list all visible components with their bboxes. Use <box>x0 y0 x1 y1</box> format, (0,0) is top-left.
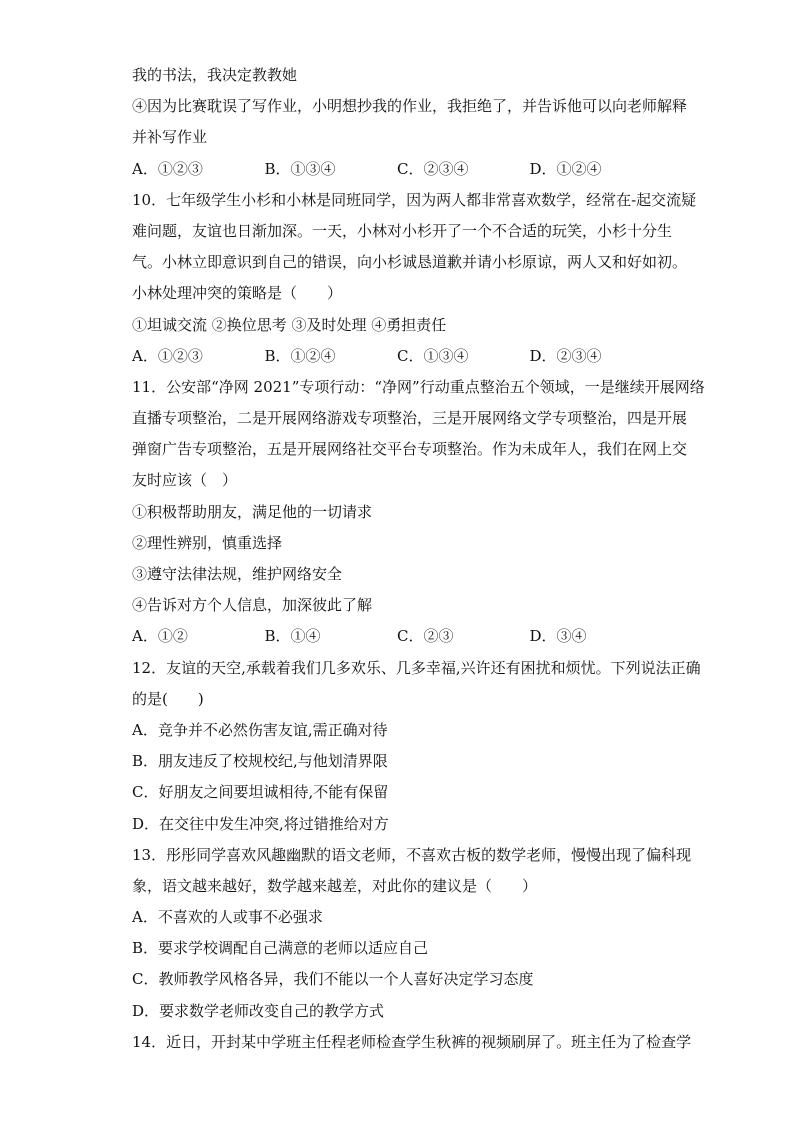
text-line: 小林处理冲突的策略是（ ） <box>132 284 343 303</box>
option-a: A．①②③ <box>132 159 203 178</box>
text-line: 10．七年级学生小杉和小林是同班同学，因为两人都非常喜欢数学，经常在-起交流疑 <box>132 190 697 209</box>
option-a: A．①②③ <box>132 346 203 365</box>
answer-options <box>132 154 662 185</box>
text-line: 友时应该（ ） <box>132 471 238 490</box>
option-a: A．不喜欢的人或事不必强求 <box>132 908 323 927</box>
text-line: ①积极帮助朋友，满足他的一切请求 <box>132 502 373 521</box>
question-12 <box>132 653 701 840</box>
text-line: 11．公安部“净网 2021”专项行动：“净网”行动重点整治五个领域，一是继续开展网络 <box>132 377 705 396</box>
text-line: ①坦诚交流 ②换位思考 ③及时处理 ④勇担责任 <box>132 315 447 334</box>
text-line: 直播专项整治，二是开展网络游戏专项整治，三是开展网络文学专项整治，四是开展 <box>132 409 688 428</box>
option-a: A．①② <box>132 627 188 646</box>
text-line: 并补写作业 <box>132 128 208 147</box>
text-line: 象，语文越来越好，数学越来越差，对此你的建议是（ ） <box>132 876 538 895</box>
text-line: 气。小林立即意识到自己的错误，向小杉诚恳道歉并请小杉原谅，两人又和好如初。 <box>132 253 688 272</box>
text-line: 14．近日，开封某中学班主任程老师检查学生秋裤的视频刷屏了。班主任为了检查学 <box>132 1032 692 1051</box>
text-line: ②理性辨别，慎重选择 <box>132 533 283 552</box>
option-b: B．要求学校调配自己满意的老师以适应自己 <box>132 939 429 958</box>
option-b: B．①②④ <box>264 346 336 365</box>
option-d: D．①②④ <box>529 159 602 178</box>
option-b: B．①③④ <box>264 159 336 178</box>
text-line: 13．彤彤同学喜欢风趣幽默的语文老师，不喜欢古板的数学老师，慢慢出现了偏科现 <box>132 845 692 864</box>
option-b: B．朋友违反了校规校纪,与他划清界限 <box>132 752 388 771</box>
text-line: 弹窗广告专项整治，五是开展网络社交平台专项整治。作为未成年人，我们在网上交 <box>132 440 688 459</box>
option-c: C．教师教学风格各异，我们不能以一个人喜好决定学习态度 <box>132 970 534 989</box>
text-line: 的是( ) <box>132 689 204 708</box>
option-d: D．③④ <box>529 627 587 646</box>
option-a: A．竞争并不必然伤害友谊,需正确对待 <box>132 720 388 739</box>
answer-options <box>132 621 662 652</box>
option-c: C．②③④ <box>397 159 469 178</box>
question-11 <box>132 372 705 653</box>
question-9-continuation <box>132 60 688 185</box>
option-d: D．要求数学老师改变自己的教学方式 <box>132 1001 385 1020</box>
question-14 <box>132 1027 692 1058</box>
option-d: D．②③④ <box>529 346 602 365</box>
option-d: D．在交往中发生冲突,将过错推给对方 <box>132 814 389 833</box>
answer-options <box>132 341 662 372</box>
text-line: ④告诉对方个人信息，加深彼此了解 <box>132 596 373 615</box>
option-b: B．①④ <box>264 627 321 646</box>
text-line: 我的书法，我决定教教她 <box>132 66 298 84</box>
text-line: ③遵守法律法规，维护网络安全 <box>132 565 343 583</box>
option-c: C．好朋友之间要坦诚相待,不能有保留 <box>132 783 389 802</box>
text-line: ④因为比赛耽误了写作业，小明想抄我的作业，我拒绝了，并告诉他可以向老师解释 <box>132 97 688 116</box>
option-c: C．①③④ <box>397 346 469 365</box>
question-13 <box>132 840 692 1027</box>
text-line: 12．友谊的天空,承载着我们几多欢乐、几多幸福,兴许还有困扰和烦忧。下列说法正确 <box>132 658 701 677</box>
option-c: C．②③ <box>397 627 454 646</box>
page-content <box>132 60 705 1058</box>
question-10 <box>132 185 697 372</box>
text-line: 难问题，友谊也日渐加深。一天，小林对小杉开了一个不合适的玩笑，小杉十分生 <box>132 221 673 240</box>
